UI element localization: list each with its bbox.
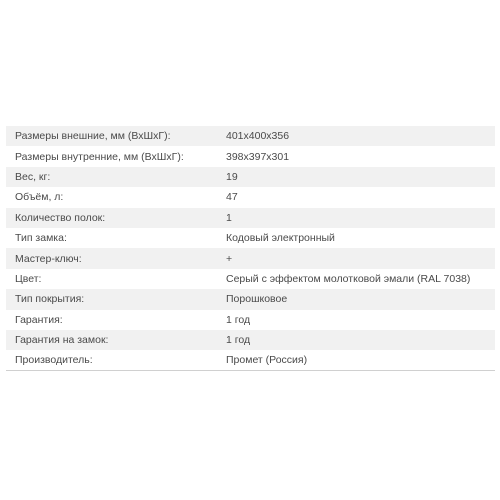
spec-row-color [6, 269, 495, 289]
spec-value: 19 [226, 170, 238, 183]
spec-value: Серый с эффектом молотковой эмали (RAL 7038) [226, 272, 471, 285]
spec-value: 398x397x301 [226, 150, 290, 163]
spec-row-lock-type [6, 228, 495, 248]
spec-value: 47 [226, 191, 238, 204]
table-bottom-divider [6, 370, 495, 371]
spec-label: Вес, кг: [15, 170, 51, 183]
spec-value: 1 [226, 211, 232, 224]
spec-label: Тип замка: [15, 232, 67, 245]
spec-label: Мастер-ключ: [15, 252, 82, 265]
spec-label: Количество полок: [15, 211, 106, 224]
spec-row-inner-dimensions [6, 146, 495, 166]
spec-label: Гарантия на замок: [15, 334, 109, 347]
spec-value: Кодовый электронный [226, 232, 335, 245]
spec-label: Размеры внутренние, мм (ВхШхГ): [15, 150, 184, 163]
spec-label: Тип покрытия: [15, 293, 85, 306]
spec-label: Цвет: [15, 272, 42, 285]
spec-value: + [226, 252, 233, 265]
spec-value: Порошковое [226, 293, 288, 306]
spec-label: Производитель: [15, 354, 93, 367]
spec-value: 1 год [226, 313, 251, 326]
spec-row-master-key [6, 248, 495, 268]
specifications-table [6, 126, 495, 371]
spec-label: Размеры внешние, мм (ВхШхГ): [15, 130, 171, 143]
spec-row-lock-warranty [6, 330, 495, 350]
spec-value: 1 год [226, 334, 251, 347]
spec-label: Объём, л: [15, 191, 64, 204]
spec-label: Гарантия: [15, 313, 63, 326]
spec-value: Промет (Россия) [226, 354, 308, 367]
spec-row-outer-dimensions [6, 126, 495, 146]
spec-row-weight [6, 167, 495, 187]
spec-row-shelves [6, 208, 495, 228]
spec-row-volume [6, 187, 495, 207]
spec-row-manufacturer [6, 350, 495, 370]
spec-row-warranty [6, 310, 495, 330]
spec-value: 401x400x356 [226, 130, 290, 143]
spec-row-coating-type [6, 289, 495, 309]
